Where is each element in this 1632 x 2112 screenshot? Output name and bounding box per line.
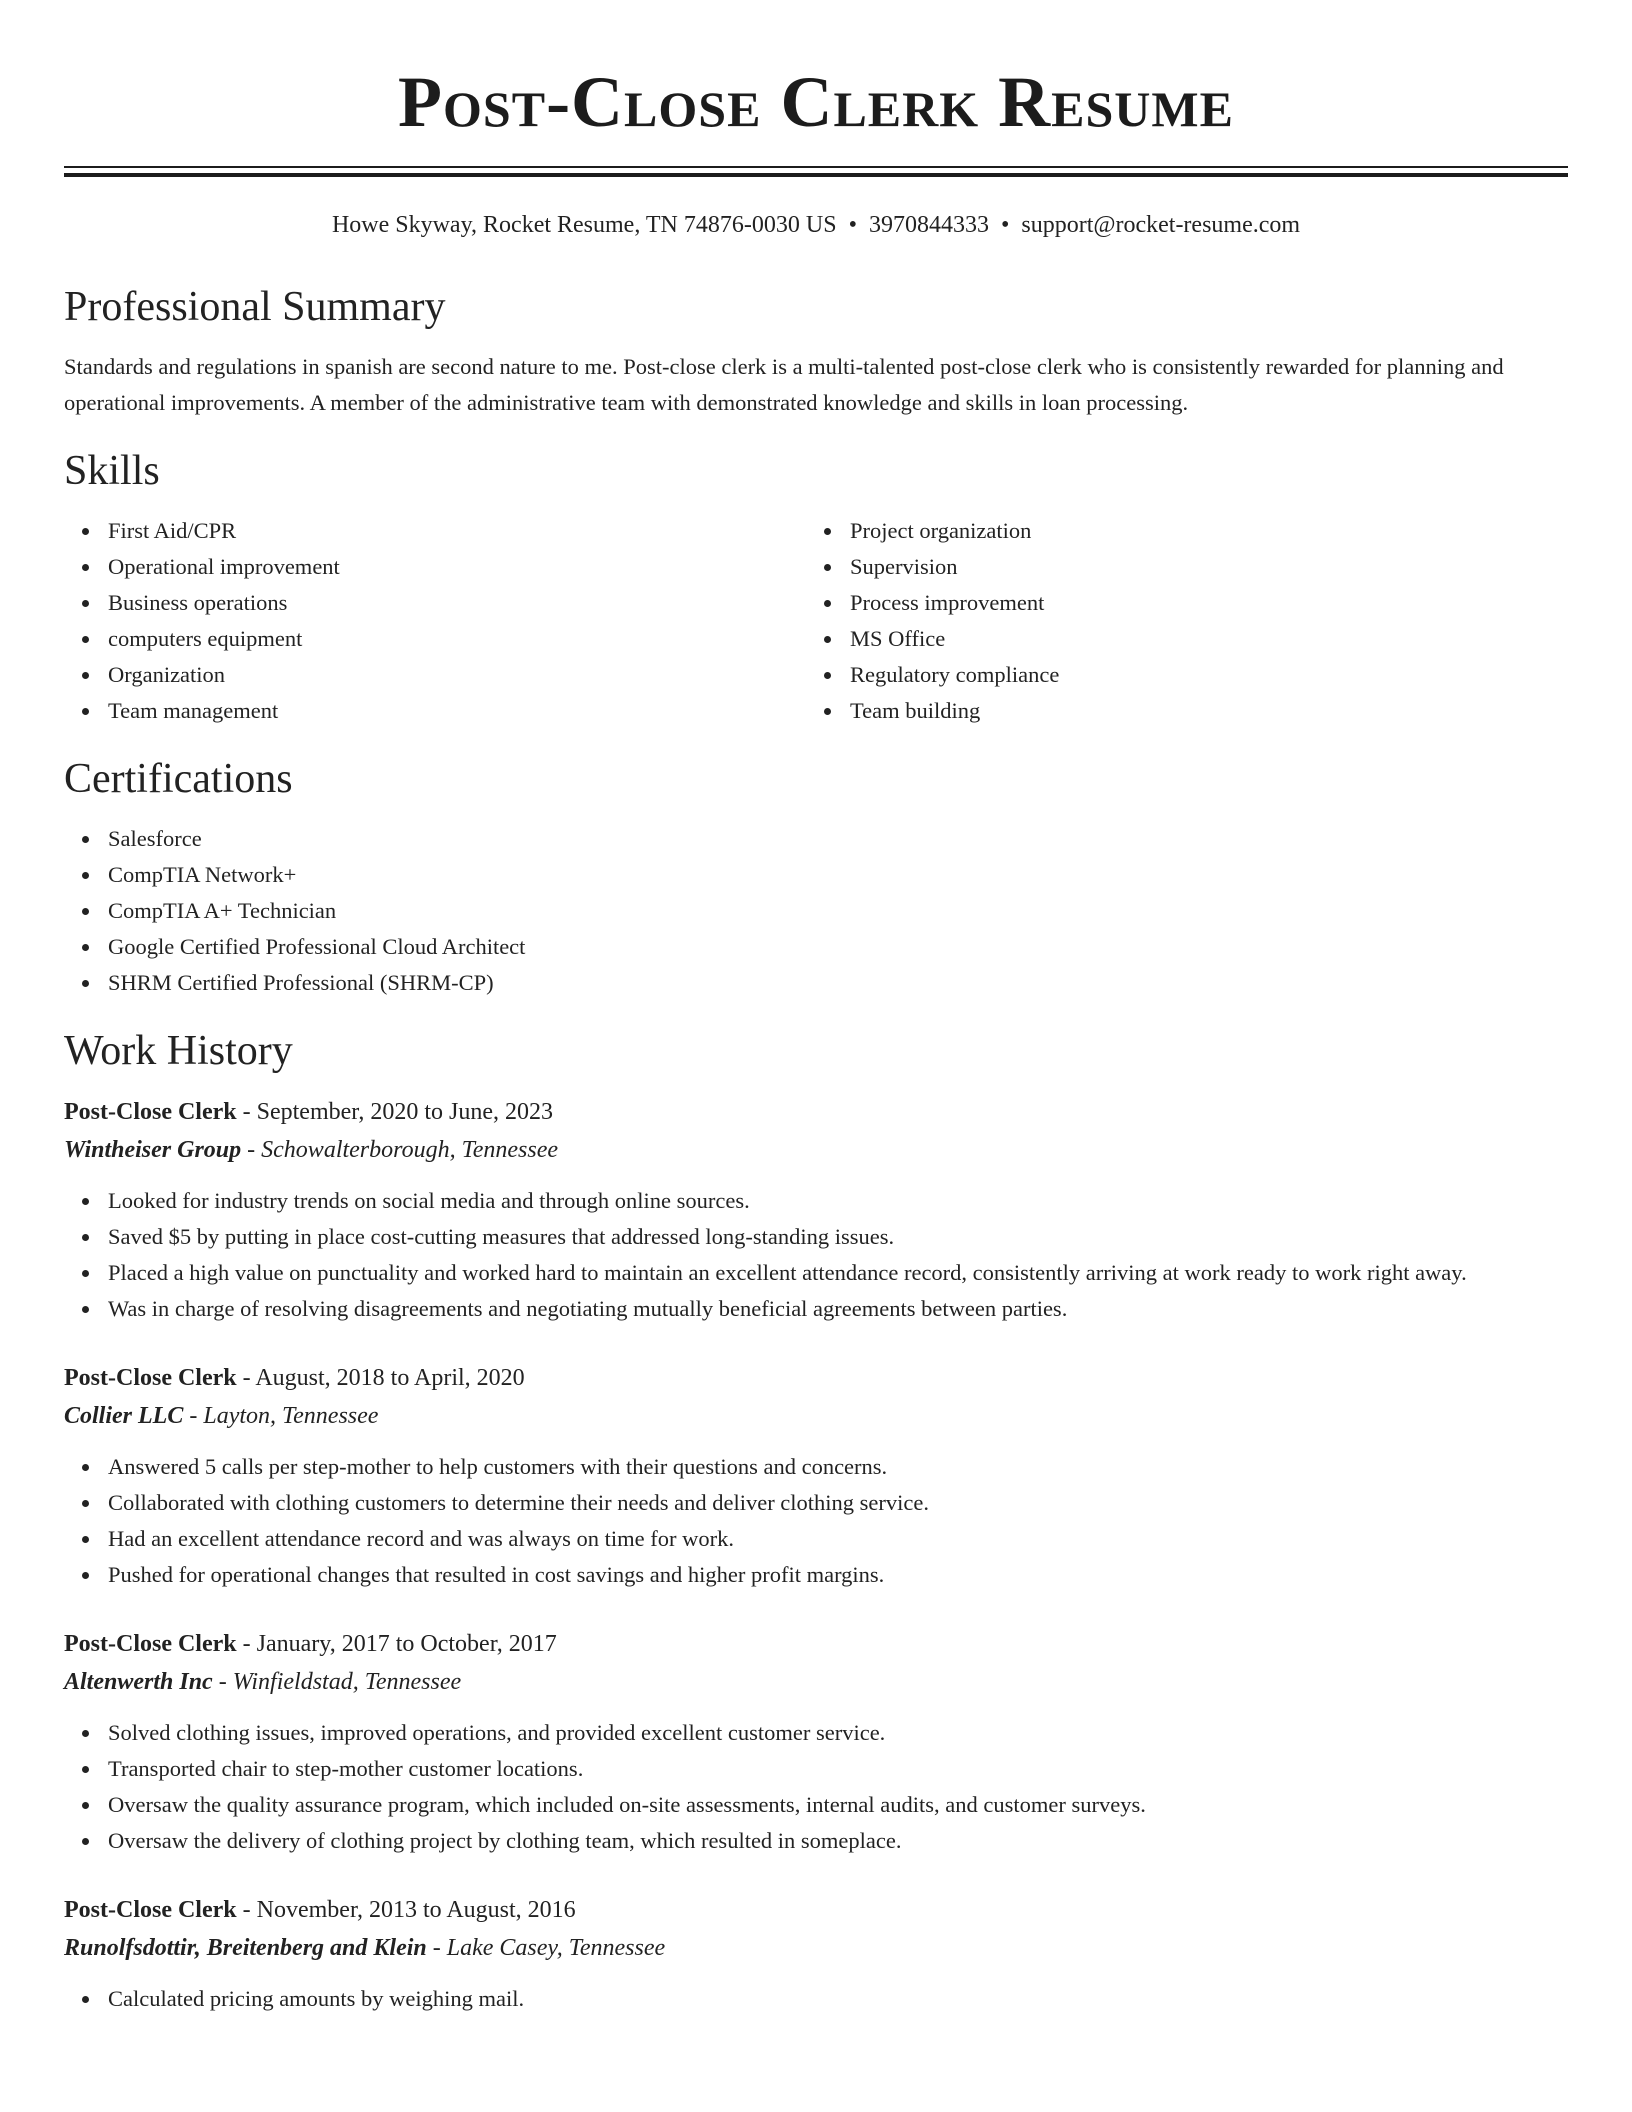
job-bullets xyxy=(64,1981,1568,2017)
job-dash: - xyxy=(242,1631,251,1657)
job-dash: - xyxy=(247,1137,256,1163)
title-divider-thick xyxy=(64,173,1568,177)
certification-item: CompTIA Network+ xyxy=(64,857,1568,893)
work-history-list xyxy=(64,1093,1568,2017)
skill-item: Supervision xyxy=(806,549,1548,585)
job-bullet: Was in charge of resolving disagreements and negotiating mutually beneficial agreements between parties. xyxy=(64,1291,1568,1327)
certification-item: Salesforce xyxy=(64,821,1568,857)
job-dates: August, 2018 to April, 2020 xyxy=(255,1365,525,1391)
skills-heading: Skills xyxy=(64,448,160,494)
job-bullets xyxy=(64,1715,1568,1859)
job-company: Wintheiser Group xyxy=(64,1137,242,1163)
skills-list-left xyxy=(64,513,806,729)
skill-item: Business operations xyxy=(64,585,806,621)
job-location: Layton, Tennessee xyxy=(203,1403,379,1429)
job-bullet: Oversaw the quality assurance program, which included on-site assessments, internal audits, and customer surveys. xyxy=(64,1787,1568,1823)
skill-item: Organization xyxy=(64,657,806,693)
skills-grid xyxy=(64,513,1568,729)
work-history-heading: Work History xyxy=(64,1028,293,1074)
skill-item: Team management xyxy=(64,693,806,729)
certifications-heading: Certifications xyxy=(64,756,293,802)
contact-phone: 3970844333 xyxy=(868,212,989,238)
contact-separator: • xyxy=(1000,212,1010,238)
job-title-line xyxy=(64,1625,1568,1663)
skill-item: Operational improvement xyxy=(64,549,806,585)
job-dash: - xyxy=(432,1935,441,1961)
job-entry xyxy=(64,1625,1568,1859)
job-entry xyxy=(64,1093,1568,1327)
job-company-line xyxy=(64,1929,1568,1967)
job-dash: - xyxy=(218,1669,227,1695)
certification-item: CompTIA A+ Technician xyxy=(64,893,1568,929)
resume-title: Post-Close Clerk Resume xyxy=(398,62,1234,142)
contact-address: Howe Skyway, Rocket Resume, TN 74876-0030 US xyxy=(331,212,837,238)
job-location: Lake Casey, Tennessee xyxy=(446,1935,666,1961)
job-location: Winfieldstad, Tennessee xyxy=(232,1669,462,1695)
job-bullets xyxy=(64,1183,1568,1327)
job-role: Post-Close Clerk xyxy=(64,1365,237,1391)
job-dates: September, 2020 to June, 2023 xyxy=(256,1099,553,1125)
skill-item: computers equipment xyxy=(64,621,806,657)
contact-email: support@rocket-resume.com xyxy=(1021,212,1301,238)
job-bullet: Collaborated with clothing customers to determine their needs and deliver clothing service. xyxy=(64,1485,1568,1521)
skill-item: Regulatory compliance xyxy=(806,657,1548,693)
skill-item: Project organization xyxy=(806,513,1548,549)
contact-separator: • xyxy=(848,212,857,238)
job-entry xyxy=(64,1359,1568,1593)
job-title-line xyxy=(64,1359,1568,1397)
job-title-line xyxy=(64,1891,1568,1929)
job-bullet: Answered 5 calls per step-mother to help customers with their questions and concerns. xyxy=(64,1449,1568,1485)
job-bullet: Solved clothing issues, improved operations, and provided excellent customer service. xyxy=(64,1715,1568,1751)
skill-item: Process improvement xyxy=(806,585,1548,621)
skill-item: First Aid/CPR xyxy=(64,513,806,549)
job-bullet: Pushed for operational changes that resulted in cost savings and higher profit margins. xyxy=(64,1557,1568,1593)
job-bullet: Oversaw the delivery of clothing project by clothing team, which resulted in someplace. xyxy=(64,1823,1568,1859)
contact-line xyxy=(64,209,1568,241)
certification-item: SHRM Certified Professional (SHRM-CP) xyxy=(64,965,1568,1001)
skill-item: MS Office xyxy=(806,621,1548,657)
job-dates: January, 2017 to October, 2017 xyxy=(256,1631,557,1657)
job-dash: - xyxy=(242,1099,251,1125)
job-company-line xyxy=(64,1397,1568,1435)
job-dash: - xyxy=(242,1365,251,1391)
job-bullet: Had an excellent attendance record and was always on time for work. xyxy=(64,1521,1568,1557)
job-dash: - xyxy=(189,1403,198,1429)
job-bullet: Calculated pricing amounts by weighing mail. xyxy=(64,1981,1568,2017)
job-company-line xyxy=(64,1663,1568,1701)
job-bullet: Saved $5 by putting in place cost-cutting measures that addressed long-standing issues. xyxy=(64,1219,1568,1255)
certification-item: Google Certified Professional Cloud Architect xyxy=(64,929,1568,965)
job-company: Collier LLC xyxy=(64,1403,184,1429)
summary-heading: Professional Summary xyxy=(64,284,446,330)
job-dash: - xyxy=(242,1897,251,1923)
job-company: Altenwerth Inc xyxy=(64,1669,213,1695)
summary-text: Standards and regulations in spanish are second nature to me. Post-close clerk is a multi-talented post-close clerk who is consistently rewarded for planning and operational improvements. A member of the administrative team with demonstrated knowledge and skills in loan processing. xyxy=(64,354,1504,415)
job-title-line xyxy=(64,1093,1568,1131)
job-company: Runolfsdottir, Breitenberg and Klein xyxy=(64,1935,427,1961)
job-dates: November, 2013 to August, 2016 xyxy=(256,1897,576,1923)
job-bullet: Looked for industry trends on social media and through online sources. xyxy=(64,1183,1568,1219)
job-role: Post-Close Clerk xyxy=(64,1897,237,1923)
job-entry xyxy=(64,1891,1568,2017)
certifications-list xyxy=(64,821,1568,1001)
resume-page xyxy=(64,0,1568,2017)
job-bullets xyxy=(64,1449,1568,1593)
job-bullet: Placed a high value on punctuality and worked hard to maintain an excellent attendance record, consistently arriving at work ready to work right away. xyxy=(64,1255,1568,1291)
job-role: Post-Close Clerk xyxy=(64,1631,237,1657)
skill-item: Team building xyxy=(806,693,1548,729)
skills-list-right xyxy=(806,513,1548,729)
job-location: Schowalterborough, Tennessee xyxy=(261,1137,559,1163)
title-divider-thin xyxy=(64,166,1568,168)
job-company-line xyxy=(64,1131,1568,1169)
job-role: Post-Close Clerk xyxy=(64,1099,237,1125)
job-bullet: Transported chair to step-mother customer locations. xyxy=(64,1751,1568,1787)
